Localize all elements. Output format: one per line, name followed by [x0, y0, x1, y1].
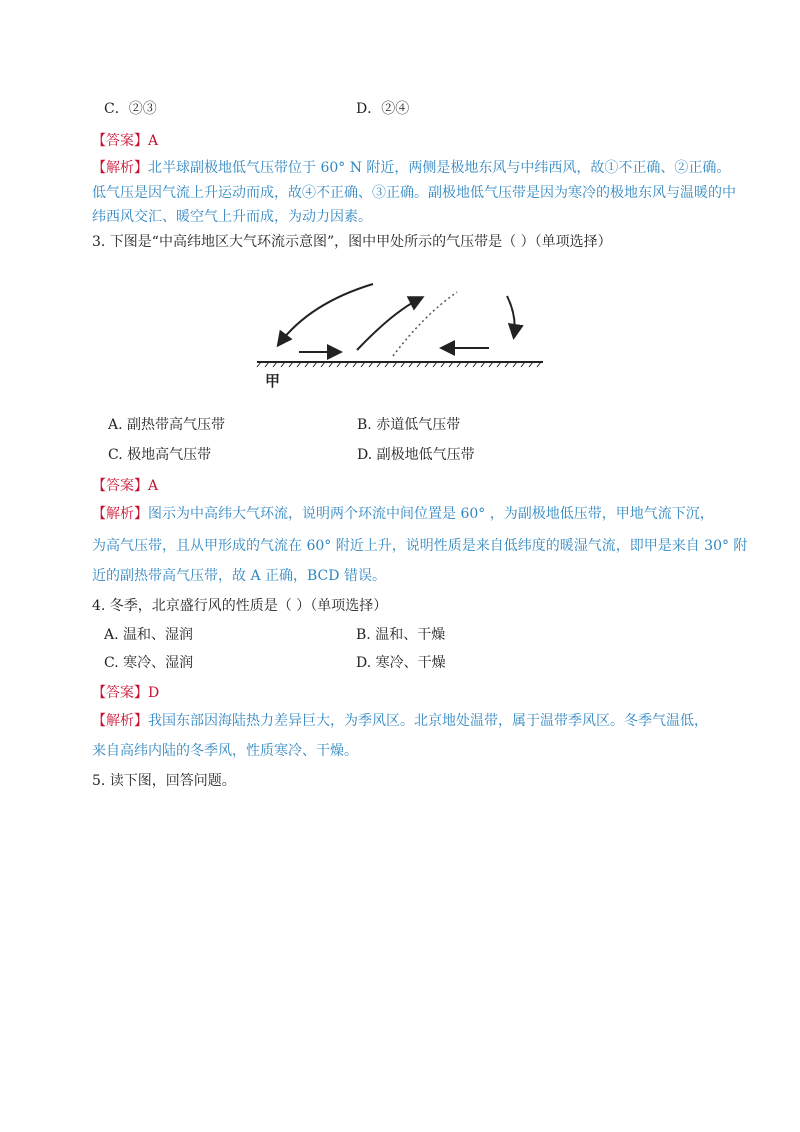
rising-airflow-arrow	[357, 298, 421, 350]
q3-analysis-line-3: 近的副热带高气压带，故 A 正确，BCD 错误。	[92, 568, 386, 584]
q2-analysis-line-2: 低气压是因气流上升运动而成，故④不正确、③正确。副极地低气压带是因为寒冷的极地东风与温暖的中	[92, 185, 736, 201]
q4-option-d: D. 寒冷、干燥	[356, 655, 446, 671]
q3-option-d: D. 副极地低气压带	[357, 447, 475, 463]
q3-option-c: C. 极地高气压带	[108, 447, 212, 463]
q3-analysis-line-1	[92, 504, 714, 524]
q2-option-c: C．②③	[104, 101, 157, 117]
answer-label: 【答案】	[92, 478, 148, 494]
circulation-diagram	[255, 278, 550, 390]
answer-label: 【答案】	[92, 133, 148, 149]
q2-analysis-line-1	[92, 158, 730, 178]
analysis-text: 北半球副极地低气压带位于 60° N 附近，两侧是极地东风与中纬西风，故①不正确、②正确。	[148, 160, 731, 176]
answer-value: A	[148, 133, 159, 149]
figure-label-jia: 甲	[265, 372, 281, 390]
q4-option-b: B. 温和、干燥	[356, 627, 446, 643]
q3-stem: 3. 下图是“中高纬地区大气环流示意图”，图中甲处所示的气压带是（ ）（单项选择）	[92, 234, 612, 250]
analysis-label: 【解析】	[92, 160, 148, 176]
q2-option-d: D．②④	[356, 101, 410, 117]
q3-analysis-line-2: 为高气压带，且从甲形成的气流在 60° 附近上升，说明性质是来自低纬度的暖湿气流，即甲是来自 30° 附	[92, 538, 748, 554]
q4-stem: 4. 冬季，北京盛行风的性质是（ ）（单项选择）	[92, 598, 388, 614]
q3-answer	[92, 476, 158, 496]
rising-polar-airflow-dotted	[393, 292, 457, 356]
analysis-label: 【解析】	[92, 713, 148, 729]
q2-answer	[92, 131, 158, 151]
q5-stem: 5. 读下图，回答问题。	[92, 773, 236, 789]
q2-analysis-line-3: 纬西风交汇、暖空气上升而成，为动力因素。	[92, 209, 372, 225]
q4-analysis-line-2: 来自高纬内陆的冬季风，性质寒冷、干燥。	[92, 743, 358, 759]
answer-value: D	[148, 685, 160, 701]
q4-answer	[92, 683, 159, 703]
answer-label: 【答案】	[92, 685, 148, 701]
q3-option-b: B. 赤道低气压带	[357, 417, 461, 433]
q4-option-c: C. 寒冷、湿润	[104, 655, 194, 671]
q3-option-a: A. 副热带高气压带	[108, 417, 226, 433]
analysis-text: 图示为中高纬大气环流，说明两个环流中间位置是 60° ，为副极地低压带，甲地气流下沉，	[148, 506, 714, 522]
q4-option-a: A. 温和、湿润	[104, 627, 194, 643]
q4-analysis-line-1	[92, 711, 708, 731]
analysis-label: 【解析】	[92, 506, 148, 522]
analysis-text: 我国东部因海陆热力差异巨大，为季风区。北京地处温带，属于温带季风区。冬季气温低，	[148, 713, 708, 729]
descending-airflow-arrow	[279, 284, 373, 344]
answer-value: A	[148, 478, 159, 494]
polar-descending-arrow	[507, 296, 515, 336]
